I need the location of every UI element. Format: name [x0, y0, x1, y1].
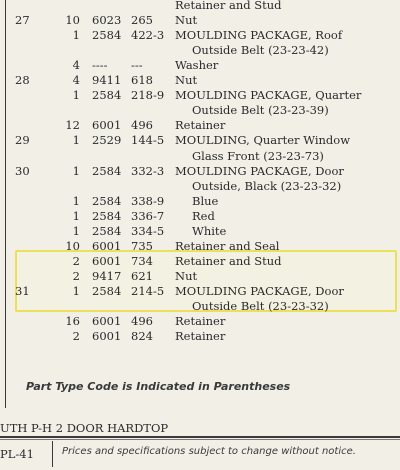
- quantity: 16: [65, 314, 80, 329]
- part-number: 2584: [92, 193, 122, 208]
- description: Outside Belt (23-23-42): [192, 43, 329, 58]
- part-number: 6023: [92, 13, 122, 28]
- footer-title: UTH P-H 2 DOOR HARDTOP: [0, 421, 169, 435]
- quantity: 1: [72, 208, 80, 223]
- part-suffix: ---: [131, 58, 143, 73]
- part-suffix: 332-3: [131, 163, 165, 178]
- description: Nut: [175, 73, 198, 88]
- part-suffix: 735: [131, 238, 153, 253]
- quantity: 2: [72, 268, 80, 283]
- description: MOULDING, Quarter Window: [175, 133, 351, 148]
- description: Retainer and Stud: [175, 253, 282, 268]
- description: Retainer: [175, 118, 226, 133]
- description: Nut: [175, 268, 198, 283]
- description: Retainer and Seal: [175, 238, 280, 253]
- part-number: 6001: [92, 314, 122, 329]
- description: Retainer: [175, 329, 226, 344]
- quantity: 1: [72, 88, 80, 103]
- part-number: 2529: [92, 133, 122, 148]
- description: Blue: [192, 193, 219, 208]
- part-number: ----: [92, 58, 108, 73]
- description: Outside Belt (23-23-32): [192, 299, 329, 313]
- part-suffix: 334-5: [131, 223, 165, 238]
- part-suffix: 336-7: [131, 208, 165, 223]
- part-suffix: 734: [131, 253, 153, 268]
- description: MOULDING PACKAGE, Quarter: [175, 88, 362, 103]
- description: Washer: [175, 58, 219, 73]
- description: Retainer and Stud: [175, 0, 282, 12]
- part-suffix: 338-9: [131, 193, 165, 208]
- part-suffix: 824: [131, 329, 153, 344]
- description: MOULDING PACKAGE, Door: [175, 283, 344, 298]
- quantity: 1: [72, 283, 80, 298]
- ref-number: 27: [15, 13, 30, 28]
- description: MOULDING PACKAGE, Roof: [175, 28, 343, 43]
- part-number: 2584: [92, 223, 122, 238]
- part-type-note: Part Type Code is Indicated in Parentheses: [26, 380, 291, 393]
- part-number: 6001: [92, 253, 122, 268]
- part-suffix: 422-3: [131, 28, 165, 43]
- quantity: 1: [72, 133, 80, 148]
- quantity: 12: [65, 118, 80, 133]
- part-suffix: 265: [131, 13, 153, 28]
- part-number: 6001: [92, 329, 122, 344]
- ref-number: 30: [15, 163, 30, 178]
- part-number: 2584: [92, 28, 122, 43]
- ref-number: 31: [15, 283, 30, 298]
- part-number: 2584: [92, 163, 122, 178]
- footer-separator: [52, 441, 53, 467]
- quantity: 1: [72, 163, 80, 178]
- part-suffix: 621: [131, 268, 153, 283]
- part-number: 9417: [92, 268, 122, 283]
- part-suffix: 496: [131, 118, 153, 133]
- part-number: 9411: [92, 73, 122, 88]
- part-number: 2584: [92, 88, 122, 103]
- description: Outside, Black (23-23-32): [192, 178, 342, 193]
- footer-rule-thin: [0, 439, 400, 440]
- description: Nut: [175, 13, 198, 28]
- description: White: [192, 223, 227, 238]
- description: Outside Belt (23-23-39): [192, 103, 329, 118]
- quantity: 10: [65, 13, 80, 28]
- description: Retainer: [175, 314, 226, 329]
- quantity: 10: [65, 238, 80, 253]
- description: MOULDING PACKAGE, Door: [175, 163, 344, 178]
- quantity: 2: [72, 329, 80, 344]
- part-suffix: 214-5: [131, 283, 165, 298]
- part-suffix: 618: [131, 73, 153, 88]
- margin-rule: [5, 0, 6, 408]
- part-number: 6001: [92, 118, 122, 133]
- description: Glass Front (23-23-73): [192, 148, 324, 163]
- part-suffix: 144-5: [131, 133, 165, 148]
- part-number: 2584: [92, 283, 122, 298]
- quantity: 1: [72, 223, 80, 238]
- description: Red: [192, 208, 215, 223]
- quantity: 1: [72, 28, 80, 43]
- page-number: PL-41: [0, 447, 34, 461]
- ref-number: 28: [15, 73, 30, 88]
- quantity: 4: [72, 73, 80, 88]
- quantity: 2: [72, 253, 80, 268]
- quantity: 4: [72, 58, 80, 73]
- part-suffix: 496: [131, 314, 153, 329]
- part-number: 2584: [92, 208, 122, 223]
- footer-notice: Prices and specifications subject to change without notice.: [62, 446, 356, 457]
- quantity: 1: [72, 193, 80, 208]
- footer-rule: [0, 436, 400, 438]
- part-number: 6001: [92, 238, 122, 253]
- ref-number: 29: [15, 133, 30, 148]
- part-suffix: 218-9: [131, 88, 165, 103]
